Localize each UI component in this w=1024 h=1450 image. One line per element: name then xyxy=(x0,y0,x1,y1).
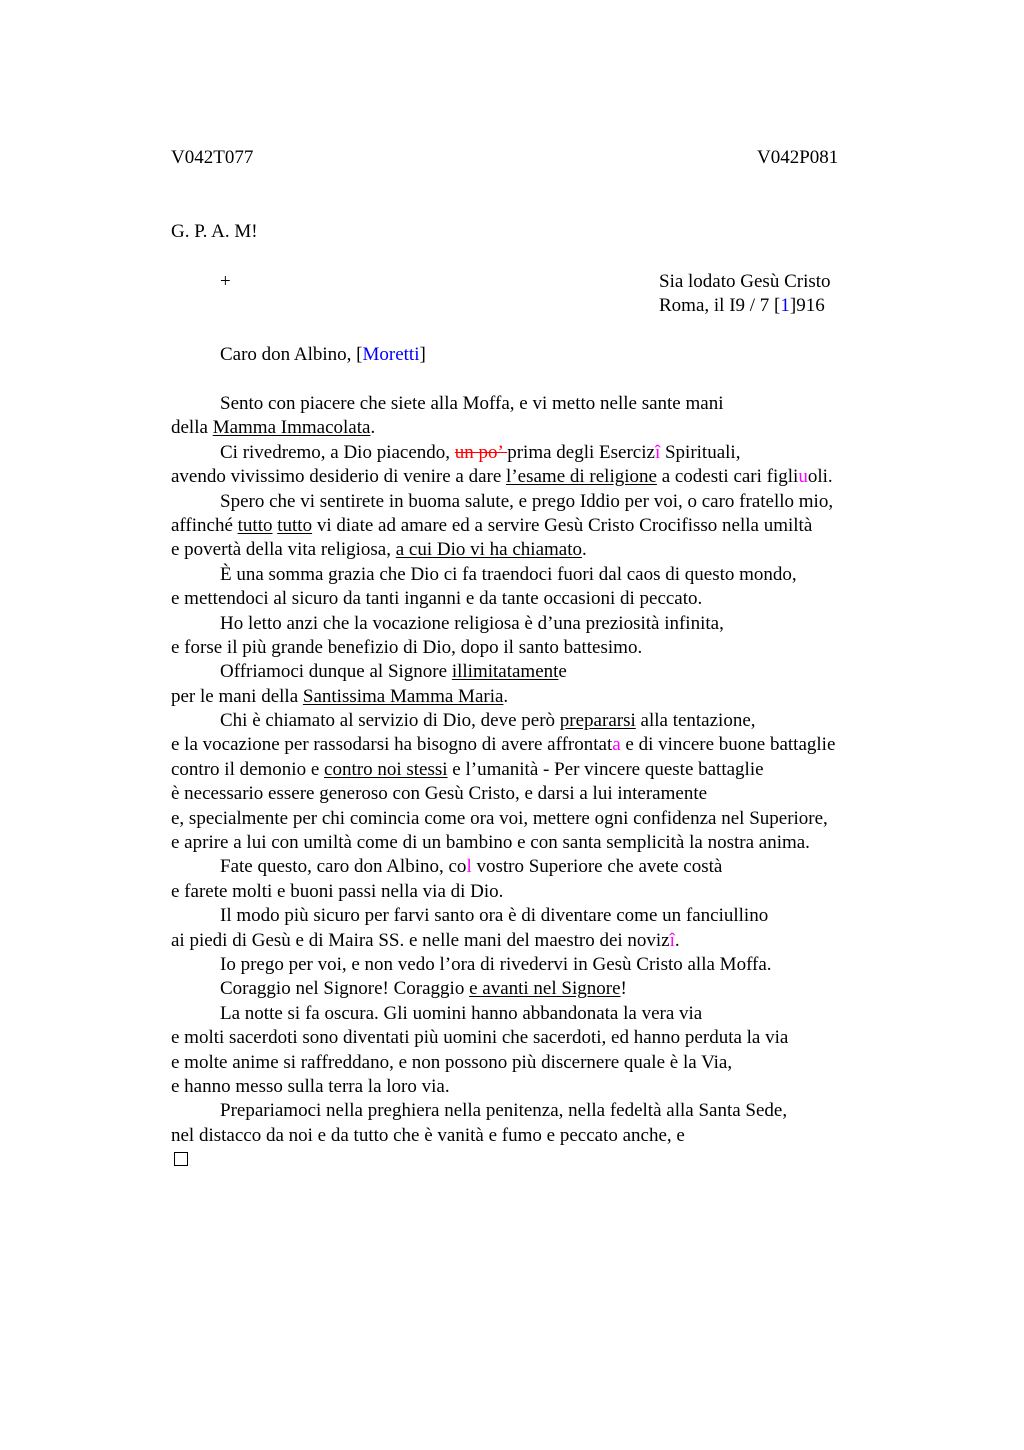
body-line: Prepariamoci nella preghiera nella penitenza, nella fedeltà alla Santa Sede, xyxy=(220,1100,788,1122)
body-line: Spero che vi sentirete in buoma salute, e prego Iddio per voi, o caro fratello mio, xyxy=(220,490,834,512)
body-line: Offriamoci dunque al Signore illimitatamente xyxy=(220,661,567,683)
body-line: Coraggio nel Signore! Coraggio e avanti nel Signore! xyxy=(220,978,627,1000)
underlined-phrase: tutto xyxy=(237,514,273,536)
body-line: Chi è chiamato al servizio di Dio, deve però prepararsi alla tentazione, xyxy=(220,710,756,732)
underlined-phrase: prepararsi xyxy=(559,710,636,732)
correction-mark: a xyxy=(612,734,621,756)
correction-mark: î xyxy=(669,929,675,951)
correction-mark: î xyxy=(654,441,661,463)
document-code-left: V042T077 xyxy=(171,147,254,168)
body-line: è necessario essere generoso con Gesù Cristo, e darsi a lui interamente xyxy=(171,783,708,805)
body-line: della Mamma Immacolata. xyxy=(171,417,376,439)
cross-symbol: + xyxy=(220,271,231,292)
underlined-phrase: a cui Dio vi ha chiamato xyxy=(395,539,582,561)
date-text: Roma, il I9 / 7 [ xyxy=(659,295,781,316)
body-line: affinché tutto tutto vi diate ad amare ed a servire Gesù Cristo Crocifisso nella umiltà xyxy=(171,514,813,536)
body-line: Fate questo, caro don Albino, col vostro Superiore che avete costà xyxy=(220,856,723,878)
body-line: È una somma grazia che Dio ci fa traendoci fuori dal caos di questo mondo, xyxy=(220,563,797,585)
body-line: Il modo più sicuro per farvi santo ora è di diventare come un fanciullino xyxy=(220,905,769,927)
underlined-phrase: l’esame di religione xyxy=(506,466,657,488)
body-line: e, specialmente per chi comincia come ora voi, mettere ogni confidenza nel Superiore, xyxy=(171,807,828,829)
greeting xyxy=(220,343,426,367)
body-line: ai piedi di Gesù e di Maira SS. e nelle mani del maestro dei novizî. xyxy=(171,929,680,951)
date-editorial-insert: 1 xyxy=(780,295,790,316)
letter-body xyxy=(171,392,931,1148)
greeting-bracket: ] xyxy=(419,344,426,365)
body-line: contro il demonio e contro noi stessi e l’umanità - Per vincere queste battaglie xyxy=(171,758,764,780)
text-prima-esercizi: prima degli Esercizî xyxy=(507,441,661,463)
body-line: e la vocazione per rassodarsi ha bisogno di avere affrontata e di vincere buone battaglie xyxy=(171,734,836,756)
body-line: e farete molti e buoni passi nella via di Dio. xyxy=(171,880,504,902)
document-code-right: V042P081 xyxy=(757,147,839,168)
underlined-phrase: tutto xyxy=(277,514,313,536)
greeting-text: Caro don Albino, [ xyxy=(220,344,363,365)
salutation-line: Sia lodato Gesù Cristo xyxy=(659,271,831,292)
body-line: per le mani della Santissima Mamma Maria. xyxy=(171,685,509,707)
body-line: nel distacco da noi e da tutto che è vanità e fumo e peccato anche, e xyxy=(171,1124,685,1146)
body-line: Io prego per voi, e non vedo l’ora di rivedervi in Gesù Cristo alla Moffa. xyxy=(220,953,772,975)
underlined-phrase: illimitatament xyxy=(451,661,559,683)
body-line: e mettendoci al sicuro da tanti inganni e da tante occasioni di peccato. xyxy=(171,588,703,610)
correction-mark: l xyxy=(466,856,472,878)
body-line: La notte si fa oscura. Gli uomini hanno abbandonata la vera via xyxy=(220,1002,703,1024)
body-line: Sento con piacere che siete alla Moffa, e vi metto nelle sante mani xyxy=(220,393,724,414)
body-line: avendo vivissimo desiderio di venire a dare l’esame di religione a codesti cari figliuoli. xyxy=(171,466,833,488)
page-end-checkbox[interactable] xyxy=(174,1152,188,1166)
underlined-phrase: e avanti nel Signore xyxy=(469,978,621,1000)
body-line: e molte anime si raffreddano, e non possono più discernere quale è la Via, xyxy=(171,1051,733,1073)
body-line: Ci rivedremo, a Dio piacendo, un po’ prima degli Esercizî Spirituali, xyxy=(220,441,741,463)
body-line: e aprire a lui con umiltà come di un bambino e con santa semplicità la nostra anima. xyxy=(171,832,810,854)
date-line xyxy=(659,294,825,318)
underlined-phrase: Santissima Mamma Maria xyxy=(302,685,504,707)
deleted-text: un po’ xyxy=(454,441,508,463)
correction-mark: u xyxy=(798,466,808,488)
body-line: Ho letto anzi che la vocazione religiosa è d’una preziosità infinita, xyxy=(220,612,724,634)
body-line: e hanno messo sulla terra la loro via. xyxy=(171,1075,450,1097)
body-line: e forse il più grande benefizio di Dio, dopo il santo battesimo. xyxy=(171,636,643,658)
date-text-end: ]916 xyxy=(789,295,825,316)
underlined-phrase: contro noi stessi xyxy=(324,758,448,780)
body-line: e molti sacerdoti sono diventati più uomini che sacerdoti, ed hanno perduta la via xyxy=(171,1027,789,1049)
invocation: G. P. A. M! xyxy=(171,221,258,242)
greeting-editorial-name: Moretti xyxy=(362,344,420,365)
underlined-phrase: Mamma Immacolata xyxy=(212,417,371,439)
body-line: e povertà della vita religiosa, a cui Dio vi ha chiamato. xyxy=(171,539,587,561)
